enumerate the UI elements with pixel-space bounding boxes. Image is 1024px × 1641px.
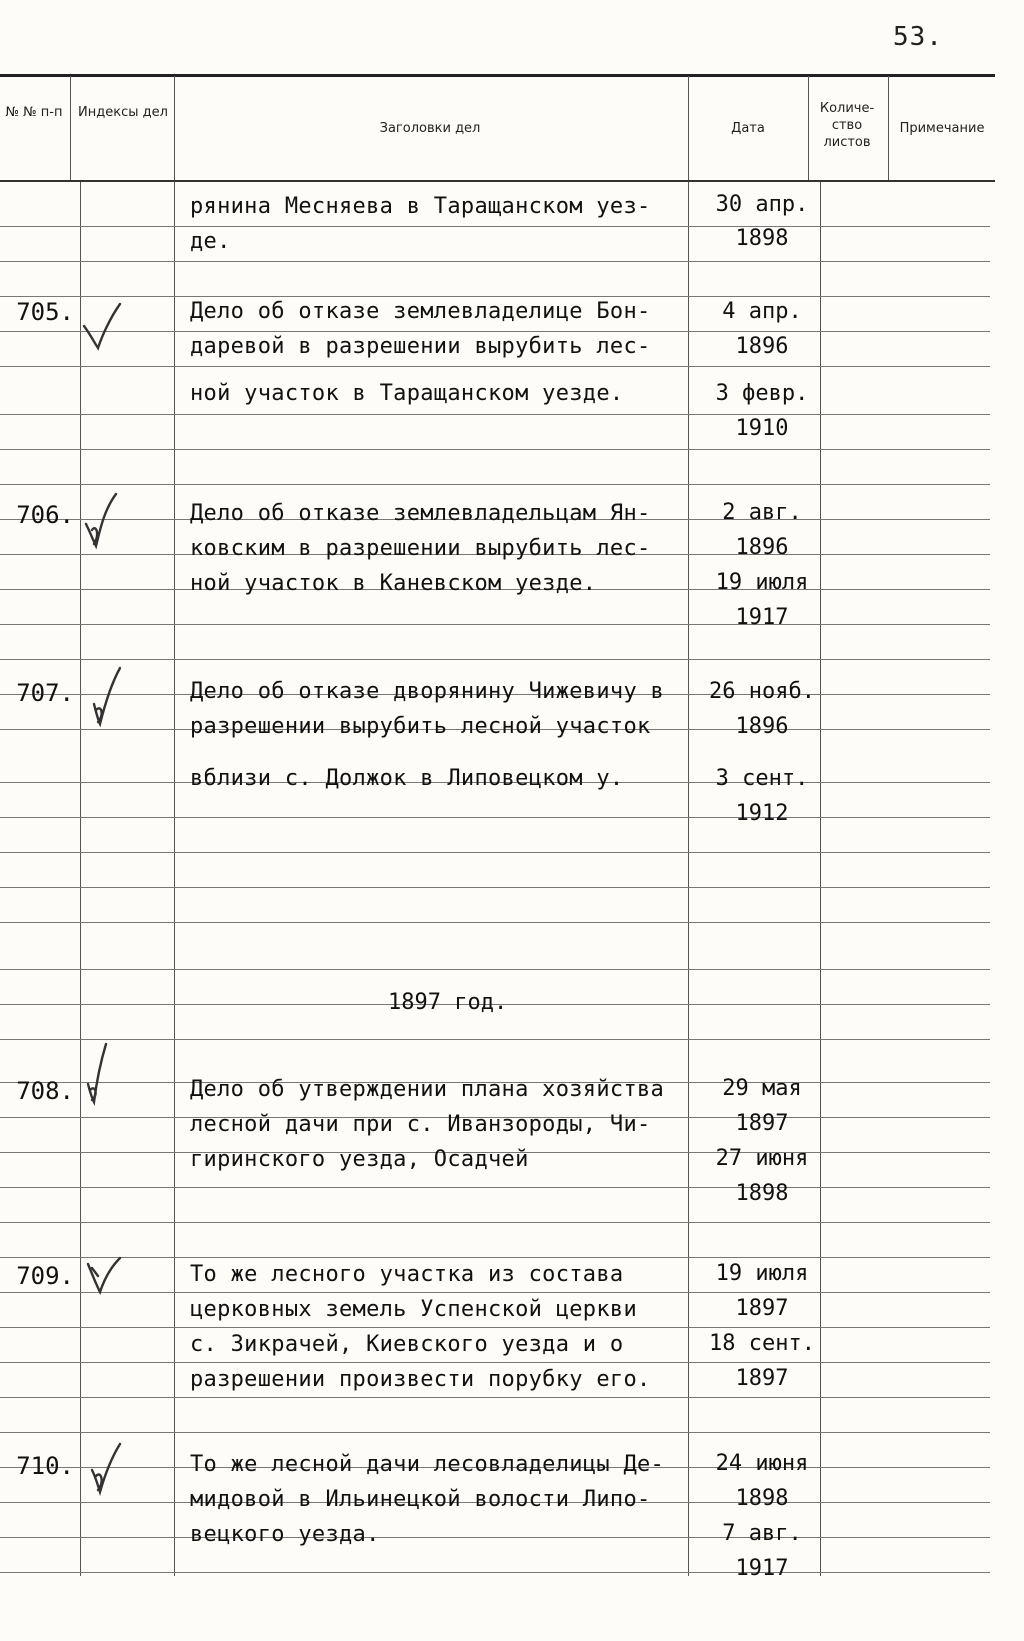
entry-text-line: вецкого уезда. bbox=[190, 1522, 380, 1547]
entry-date: 1898 bbox=[735, 226, 789, 251]
entry-date: 1897 bbox=[735, 1296, 789, 1321]
entry-text-line: лесной дачи при с. Иванзороды, Чи- bbox=[190, 1112, 651, 1137]
column-divider bbox=[174, 76, 175, 1576]
entry-date: 18 сент. bbox=[709, 1331, 815, 1356]
column-divider bbox=[808, 76, 809, 180]
entry-date: 3 февр. bbox=[715, 381, 809, 406]
entry-date: 27 июня bbox=[715, 1146, 809, 1171]
checkmark-icon bbox=[86, 1440, 128, 1496]
entry-text-line: рянина Месняева в Таращанском уез- bbox=[190, 194, 651, 219]
entry-date: 1917 bbox=[735, 1556, 789, 1581]
table-top-rule bbox=[0, 74, 995, 77]
entry-text-line: вблизи с. Должок в Липовецком у. bbox=[190, 766, 624, 791]
entry-text-line: разрешении произвести порубку его. bbox=[190, 1367, 651, 1392]
entry-text-line: ной участок в Таращанском уезде. bbox=[190, 381, 624, 406]
checkmark-icon bbox=[84, 1256, 126, 1296]
entry-text-line: церковных земель Успенской церкви bbox=[190, 1297, 637, 1322]
entry-text-line: Дело об отказе дворянину Чижевичу в bbox=[190, 679, 665, 704]
entry-number: 708. bbox=[16, 1077, 74, 1105]
entry-text-line: То же лесного участка из состава bbox=[190, 1262, 624, 1287]
checkmark-icon bbox=[80, 300, 126, 352]
entry-date: 1897 bbox=[735, 1366, 789, 1391]
entry-text-line: ковским в разрешении вырубить лес- bbox=[190, 536, 651, 561]
entry-text-line: мидовой в Ильинецкой волости Липо- bbox=[190, 1487, 651, 1512]
entry-date: 1912 bbox=[735, 801, 789, 826]
header-bottom-rule bbox=[0, 180, 995, 182]
header-col-index: Индексы дел bbox=[78, 105, 168, 120]
header-col-number: № № п-п bbox=[5, 105, 63, 120]
entry-text-line: гиринского уезда, Осадчей bbox=[190, 1147, 529, 1172]
entry-date: 19 июля bbox=[715, 1261, 809, 1286]
column-divider bbox=[888, 76, 889, 180]
entry-date: 3 сент. bbox=[715, 766, 809, 791]
column-divider bbox=[80, 182, 81, 1576]
checkmark-icon bbox=[80, 1040, 120, 1106]
entry-number: 709. bbox=[16, 1262, 74, 1290]
entry-number: 705. bbox=[16, 298, 74, 326]
entry-date: 24 июня bbox=[715, 1451, 809, 1476]
entry-date: 1898 bbox=[735, 1181, 789, 1206]
entry-date: 1896 bbox=[735, 535, 789, 560]
entry-text-line: То же лесной дачи лесовладелицы Де- bbox=[190, 1452, 665, 1477]
year-heading: 1897 год. bbox=[388, 990, 508, 1015]
entry-text-line: де. bbox=[190, 229, 231, 254]
entry-number: 710. bbox=[16, 1452, 74, 1480]
header-col-date: Дата bbox=[731, 121, 765, 136]
column-divider bbox=[820, 182, 821, 1576]
entry-number: 707. bbox=[16, 679, 74, 707]
column-divider bbox=[70, 76, 71, 180]
header-col-title: Заголовки дел bbox=[379, 121, 481, 136]
entry-date: 2 авг. bbox=[722, 500, 802, 525]
entry-date: 1896 bbox=[735, 334, 789, 359]
entry-text-line: Дело об отказе землевладельцам Ян- bbox=[190, 501, 651, 526]
entry-text-line: даревой в разрешении вырубить лес- bbox=[190, 334, 651, 359]
entry-date: 1917 bbox=[735, 605, 789, 630]
entry-date: 30 апр. bbox=[715, 192, 809, 217]
entry-date: 29 мая bbox=[722, 1076, 802, 1101]
entry-date: 26 нояб. bbox=[709, 679, 815, 704]
entry-date: 1898 bbox=[735, 1486, 789, 1511]
checkmark-icon bbox=[86, 664, 130, 728]
entry-text-line: разрешении вырубить лесной участок bbox=[190, 714, 651, 739]
entry-number: 706. bbox=[16, 501, 74, 529]
header-col-sheets: Количе- ство листов bbox=[819, 101, 875, 150]
entry-date: 1910 bbox=[735, 416, 789, 441]
header-col-note: Примечание bbox=[899, 121, 985, 136]
entry-date: 4 апр. bbox=[722, 299, 802, 324]
checkmark-icon bbox=[80, 490, 126, 550]
entry-text-line: ной участок в Каневском уезде. bbox=[190, 571, 597, 596]
entry-text-line: с. Зикрачей, Киевского уезда и о bbox=[190, 1332, 624, 1357]
entry-date: 7 авг. bbox=[722, 1521, 802, 1546]
page-number: 53. bbox=[893, 22, 943, 52]
entry-date: 1897 bbox=[735, 1111, 789, 1136]
entry-text-line: Дело об утверждении плана хозяйства bbox=[190, 1077, 665, 1102]
column-divider bbox=[688, 76, 689, 1576]
entry-text-line: Дело об отказе землевладелице Бон- bbox=[190, 299, 651, 324]
entry-date: 19 июля bbox=[715, 570, 809, 595]
entry-date: 1896 bbox=[735, 714, 789, 739]
